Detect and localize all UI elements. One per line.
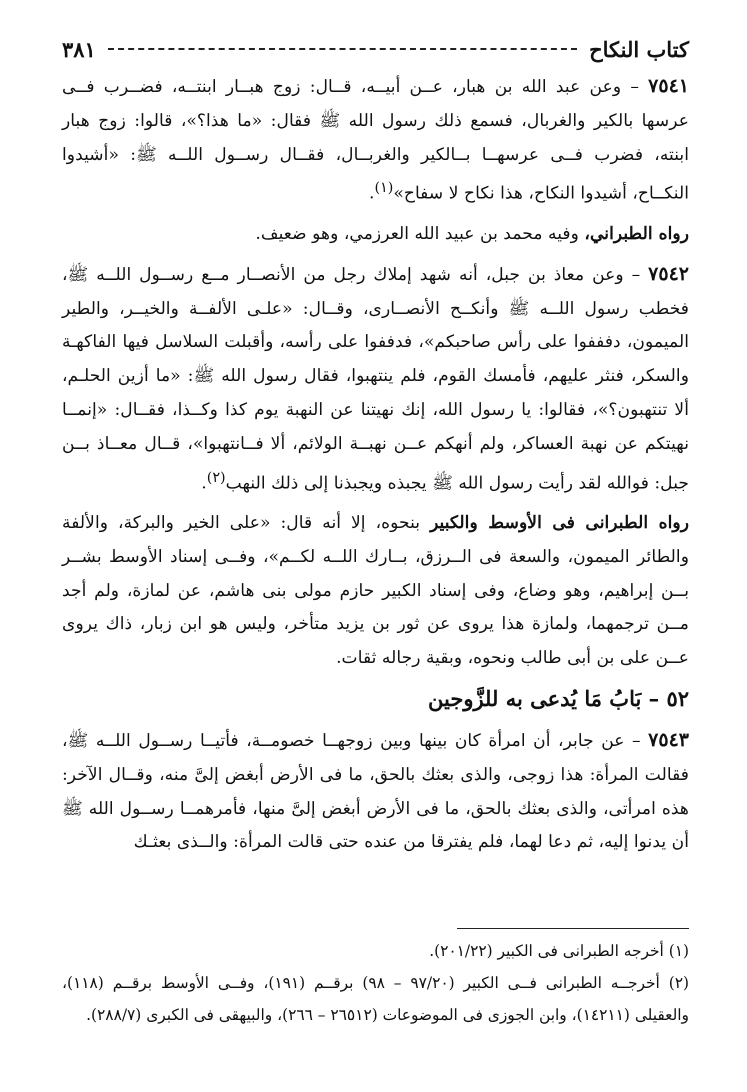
narration-lead: رواه الطبرانى فى الأوسط والكبير bbox=[430, 513, 689, 534]
footnotes-section bbox=[62, 928, 689, 1031]
hadith-paragraph-7541 bbox=[62, 70, 689, 212]
footnote-marker: (١) bbox=[374, 180, 394, 197]
narration-text: بنحوه، إلا أنه قال: «على الخير والبركة، والألفة والطائر الميمون، والسعة فى الــرزق، بــارك اللــه لكــم»، وفــى إسناد الأوسط بشــر بــن إبراهيم، وهو وضاع، وفى إسناد الكبير حازم مولى بنى هاشم، عن لمازة، ولم أجد مــن ترجمهما، ولمازة هذا يروى عن ثور بن يزيد متأخر، وليس هو ابن زبار، ذاك يروى عــن على بن أبى طالب ونحوه، وبقية رجاله ثقات. bbox=[62, 513, 689, 669]
hadith-paragraph-7543 bbox=[62, 724, 689, 860]
footnote-marker: (٢) bbox=[206, 469, 226, 486]
narration-lead: رواه الطبراني، bbox=[584, 223, 689, 244]
header-dashed-rule bbox=[108, 48, 577, 50]
hadith-number: ٧٥٤٢ bbox=[648, 262, 689, 285]
hadith-paragraph-7542 bbox=[62, 258, 689, 501]
chapter-heading: ٥٢ – بَابُ مَا يُدعى به للزَّوجين bbox=[428, 686, 689, 712]
running-header bbox=[62, 28, 689, 70]
footnote-rule bbox=[457, 928, 689, 929]
hadith-number: ٧٥٤٣ bbox=[648, 729, 689, 752]
narration-paragraph-7541 bbox=[62, 218, 689, 252]
sentence-end: . bbox=[201, 473, 207, 494]
page-number: ٣٨١ bbox=[62, 36, 96, 62]
hadith-number: ٧٥٤١ bbox=[648, 75, 689, 97]
hadith-text: – وعن عبد الله بن هبار، عــن أبيــه، قــال: زوج هبــار ابنتــه، فضــرب فــى عرسها بالكير والغربال، فسمع ذلك رسول الله ﷺ فقال: «ما هذا؟»، قالوا: زوج هبار ابنته، فضرب فــى عرسهــا بــالكير والغربــال، فقــال رســول اللــه ﷺ: «أشيدوا النكــاح، أشيدوا النكاح، هذا نكاح لا سفاح» bbox=[62, 77, 689, 205]
sentence-end: . bbox=[368, 184, 375, 205]
footnote-1: (١) أخرجه الطبرانى فى الكبير (٢٠١/٢٢). bbox=[429, 942, 689, 960]
hadith-text: – عن جابر، أن امرأة كان بينها وبين زوجهــا خصومــة، فأتيــا رســول اللــه ﷺ، فقالت المرأة: هذا زوجى، والذى بعثك بالحق، ما فى الأرض أبغض إلىَّ منه، وقــال الآخر: هذه امرأتى، والذى بعثك بالحق، ما فى الأرض أبغض إلىَّ منها، فأمرهمــا رســول الله ﷺ أن يدنوا إليه، ثم دعا لهما، فلم يفترقا من عنده حتى قالت المرأة: والــذى بعثـك bbox=[62, 731, 689, 853]
main-text bbox=[62, 70, 689, 860]
narration-paragraph-7542 bbox=[62, 507, 689, 676]
narration-text: وفيه محمد بن عبيد الله العرزمي، وهو ضعيف. bbox=[255, 223, 585, 244]
hadith-text: – وعن معاذ بن جبل، أنه شهد إملاك رجل من الأنصــار مــع رســول اللــه ﷺ، فخطب رسول اللــه ﷺ وأنكــح الأنصــارى، وقــال: «علـى الألفــة والخيــر، والطير الميمون، دفففوا على رأس صاحبكم»، فدففوا على رأسه، وأقبلت السلاسل فيها الفاكهـة والسكر، فنثر عليهم، فأمسك القوم، فلم ينتهبوا، فقال رسول الله ﷺ: «ما أزين الحلـم، ألا تنتهبون؟»، فقالوا: يا رسول الله، إنك نهيتنا عن النهبة يوم كذا وكــذا، فقــال: «إنمــا نهيتكم عن نهبة العساكر، ولم أنهكم عــن نهبــة الولائم، ألا فــانتهبوا»، قــال معــاذ بــن جبل: فوالله لقد رأيت رسول الله ﷺ يجبذه ويجبذنا إلى ذلك النهب bbox=[62, 264, 689, 494]
footnote-2: (٢) أخرجــه الطبرانى فــى الكبير (٩٧/٢٠ – ٩٨) برقــم (١٩١)، وفــى الأوسط برقــم (١١٨)، والعقيلى (١٤٢١١)، وابن الجوزى فى الموضوعات (٢٦٥١٢ – ٢٦٦)، والبيهقى فى الكبرى (٢٨٨/٧). bbox=[62, 974, 689, 1024]
book-title: كتاب النكاح bbox=[589, 36, 689, 62]
